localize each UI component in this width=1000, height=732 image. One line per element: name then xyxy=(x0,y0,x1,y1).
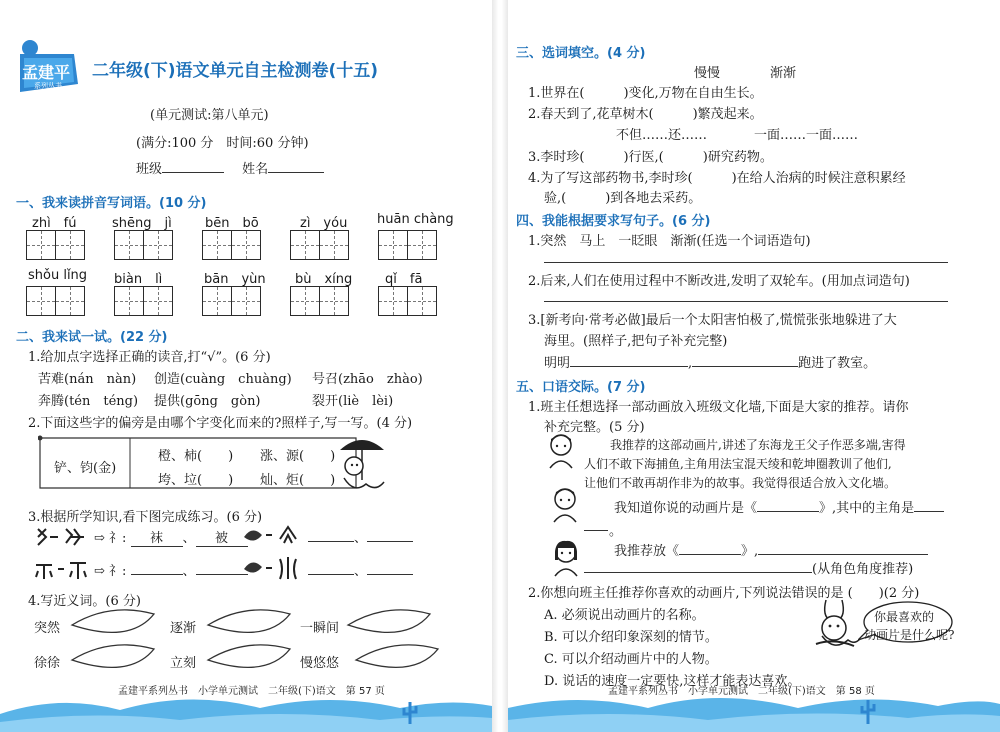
boy-umbrella-illustration xyxy=(332,432,392,496)
book-gutter xyxy=(492,0,508,732)
script-row2-right-blank-a[interactable] xyxy=(308,574,354,575)
fill-question-4-line2[interactable]: 验,( )到各地去采药。 xyxy=(544,191,702,206)
logo-text: 孟建平 xyxy=(22,63,71,82)
word-choice-4: 一面……一面…… xyxy=(754,128,859,143)
writing-grid-4[interactable] xyxy=(290,230,349,260)
recommend-cartoon-blank[interactable] xyxy=(679,554,741,555)
oral-question-2[interactable]: 2.你想向班主任推荐你喜欢的动画片,下列说法错误的是 ( )(2 分) xyxy=(528,586,920,601)
recommendation-2-start: 我知道你说的动画片是《 xyxy=(614,501,758,516)
pinyin-7: biàn lì xyxy=(114,272,163,287)
writing-grid-1[interactable] xyxy=(26,230,85,260)
sentence-fill-comma: , xyxy=(688,356,693,371)
fill-question-1[interactable]: 1.世界在( )变化,万物在自由生长。 xyxy=(528,86,763,101)
main-character-blank-a[interactable] xyxy=(914,511,944,512)
option-d[interactable]: D. 说话的速度一定要快,这样才能表达喜欢。 xyxy=(544,674,801,689)
reading-choice-1[interactable]: 苦难(nán nàn) xyxy=(38,372,137,387)
question-2-4: 4.写近义词。(6 分) xyxy=(28,594,141,609)
recommendation-2-mid: 》,其中的主角是 xyxy=(819,501,915,516)
sentence-fill-blank-2[interactable] xyxy=(692,366,798,367)
ancient-script-picture-icon xyxy=(242,523,306,547)
script-row2-prefix: ⇨ 礻: xyxy=(94,564,127,579)
synonym-word-2: 逐渐 xyxy=(170,621,197,636)
recommendation-1-line3: 让他们不敢再胡作非为的故事。我觉得很适合放入文化墙。 xyxy=(584,476,897,490)
pinyin-8: bān yùn xyxy=(204,272,266,287)
name-field[interactable] xyxy=(268,172,324,173)
ancient-script-altar-icon xyxy=(34,557,90,581)
pinyin-2: shēng jì xyxy=(112,216,172,231)
script-row2-right-line: 、 xyxy=(308,560,413,579)
radical-item-3[interactable]: 垮、垃( ) xyxy=(158,473,234,488)
period-mark: 。 xyxy=(609,524,623,539)
sentence-fill-start: 明明 xyxy=(544,356,571,371)
class-label: 班级 xyxy=(136,162,163,177)
writing-grid-9[interactable] xyxy=(290,286,349,316)
left-footer-text: 孟建平系列丛书 小学单元测试 二年级(下)语文 第 57 页 xyxy=(118,686,385,697)
synonym-word-3: 一瞬间 xyxy=(300,621,340,636)
script-row1-right-line: 、 xyxy=(308,527,413,546)
class-name-line xyxy=(136,158,324,177)
script-row1-answer-a[interactable]: 袜 xyxy=(131,527,183,547)
sentence-question-3-line2: 海里。(照样子,把句子补充完整) xyxy=(544,334,728,349)
pinyin-6: shǒu lǐng xyxy=(28,268,88,283)
bubble-text-line2: 动画片是什么呢? xyxy=(864,628,955,642)
writing-grid-2[interactable] xyxy=(114,230,173,260)
reading-choice-6[interactable]: 裂开(liè lèi) xyxy=(312,394,394,409)
sentence-question-3-line1: 3.[新考向·常考必做]最后一个太阳害怕极了,慌慌张张地躲进了大 xyxy=(528,313,897,328)
cartoon-name-blank[interactable] xyxy=(757,511,819,512)
class-field[interactable] xyxy=(162,172,224,173)
ancient-script-clothing-icon xyxy=(34,525,90,547)
sentence-answer-line-1[interactable] xyxy=(544,262,948,263)
question-2-2: 2.下面这些字的偏旁是由哪个字变化而来的?照样子,写一写。(4 分) xyxy=(28,416,413,431)
writing-grid-10[interactable] xyxy=(378,286,437,316)
writing-grid-5[interactable] xyxy=(378,230,437,260)
student-avatar-1 xyxy=(546,432,576,470)
right-footer-text: 孟建平系列丛书 小学单元测试 二年级(下)语文 第 58 页 xyxy=(608,686,875,697)
script-row1-right-blank-b[interactable] xyxy=(367,541,413,542)
oral-question-1-line1: 1.班主任想选择一部动画放入班级文化墙,下面是大家的推荐。请你 xyxy=(528,400,909,415)
option-a[interactable]: A. 必须说出动画片的名称。 xyxy=(544,608,705,623)
pinyin-10: qǐ fā xyxy=(385,272,423,287)
question-2-3: 3.根据所学知识,看下图完成练习。(6 分) xyxy=(28,510,263,525)
main-character-blank-b[interactable] xyxy=(584,530,608,531)
logo-subtext: 系列丛书 xyxy=(34,82,62,90)
script-row1-prefix: ⇨ 礻: xyxy=(94,531,127,546)
script-row1-right-blank-a[interactable] xyxy=(308,541,354,542)
page-title: 二年级(下)语文单元自主检测卷(十五) xyxy=(92,61,379,81)
word-choice-2: 渐渐 xyxy=(770,66,797,81)
reading-choice-2[interactable]: 创造(cuàng chuàng) xyxy=(154,372,292,387)
section-4-heading: 四、我能根据要求写句子。(6 分) xyxy=(516,214,711,229)
sentence-question-1: 1.突然 马上 一眨眼 渐渐(任选一个词语造句) xyxy=(528,234,811,249)
script-row2-blank-b[interactable] xyxy=(196,574,248,575)
radical-item-2[interactable]: 涨、源( ) xyxy=(260,449,336,464)
sentence-fill-end: 跑进了教室。 xyxy=(798,356,877,371)
sentence-question-2: 2.后来,人们在使用过程中不断改进,发明了双轮车。(用加点词造句) xyxy=(528,274,910,289)
recommendation-3-hint: (从角色角度推荐) xyxy=(812,562,914,577)
fill-question-3[interactable]: 3.李时珍( )行医,( )研究药物。 xyxy=(528,150,773,165)
sentence-answer-line-2[interactable] xyxy=(544,301,948,302)
recommendation-3-line xyxy=(614,540,928,559)
writing-grid-8[interactable] xyxy=(202,286,261,316)
synonym-leaf-1[interactable] xyxy=(70,608,156,642)
writing-grid-7[interactable] xyxy=(114,286,173,316)
synonym-word-6: 慢悠悠 xyxy=(300,656,340,671)
script-row2-line: ⇨ 礻: 、 xyxy=(94,560,248,579)
reading-choice-5[interactable]: 提供(gōng gòn) xyxy=(154,394,261,409)
synonym-leaf-3[interactable] xyxy=(346,608,432,642)
reading-choice-4[interactable]: 奔腾(tén téng) xyxy=(38,394,139,409)
recommendation-3-line2 xyxy=(584,558,913,577)
option-b[interactable]: B. 可以介绍印象深刻的情节。 xyxy=(544,630,718,645)
ancient-script-water-icon xyxy=(242,555,306,581)
fill-question-4-line1[interactable]: 4.为了写这部药物书,李时珍( )在给人治病的时候注意积累经 xyxy=(528,171,906,186)
script-row2-blank-a[interactable] xyxy=(131,574,183,575)
synonym-word-4: 徐徐 xyxy=(34,656,61,671)
recommend-reason-blank-a[interactable] xyxy=(758,554,928,555)
question-2-1: 1.给加点字选择正确的读音,打“√”。(6 分) xyxy=(28,350,271,365)
pinyin-3: bēn bō xyxy=(205,216,259,231)
synonym-leaf-2[interactable] xyxy=(206,608,292,642)
synonym-word-1: 突然 xyxy=(34,621,61,636)
section-3-heading: 三、选词填空。(4 分) xyxy=(516,46,646,61)
recommendation-3-mid: 》, xyxy=(741,544,759,559)
synonym-leaf-6[interactable] xyxy=(354,643,440,677)
sentence-fill-blank-1[interactable] xyxy=(570,366,688,367)
radical-example: 铲、钧(金) xyxy=(54,461,117,476)
radical-item-1[interactable]: 橙、柿( ) xyxy=(158,449,234,464)
fill-question-2[interactable]: 2.春天到了,花草树木( )繁茂起来。 xyxy=(528,107,763,122)
reading-choice-3[interactable]: 号召(zhāo zhào) xyxy=(312,372,423,387)
name-label: 姓名 xyxy=(242,162,269,177)
recommendation-1-line1: 我推荐的这部动画片,讲述了东海龙王父子作恶多端,害得 xyxy=(610,438,906,452)
bubble-text-line1: 你最喜欢的 xyxy=(874,610,935,624)
script-row1-line: ⇨ 礻: 袜 、 被 xyxy=(94,527,248,547)
pinyin-5: huān chàng xyxy=(377,212,454,227)
writing-grid-6[interactable] xyxy=(26,286,85,316)
recommendation-1-line2: 人们不敢下海捕鱼,主角用法宝混天绫和乾坤圈教训了他们, xyxy=(584,457,892,471)
recommendation-2-line xyxy=(614,497,944,516)
writing-grid-3[interactable] xyxy=(202,230,261,260)
section-2-heading: 二、我来试一试。(22 分) xyxy=(16,330,168,345)
publisher-logo xyxy=(12,34,82,104)
section-5-heading: 五、口语交际。(7 分) xyxy=(516,380,646,395)
script-row1-answer-b[interactable]: 被 xyxy=(196,527,248,547)
recommend-reason-blank-b[interactable] xyxy=(584,572,812,573)
word-choice-3: 不但……还…… xyxy=(616,128,708,143)
student-avatar-3 xyxy=(550,538,582,578)
pinyin-4: zì yóu xyxy=(300,216,348,231)
recommendation-3-start: 我推荐放《 xyxy=(614,544,680,559)
oral-question-1-line2: 补充完整。(5 分) xyxy=(544,420,645,435)
unit-subtitle: (单元测试:第八单元) xyxy=(150,108,269,123)
synonym-word-5: 立刻 xyxy=(170,656,197,671)
synonym-leaf-5[interactable] xyxy=(206,643,292,677)
script-row2-right-blank-b[interactable] xyxy=(367,574,413,575)
pinyin-9: bù xíng xyxy=(295,272,353,287)
pinyin-1: zhì fú xyxy=(32,216,77,231)
right-page xyxy=(508,0,1000,732)
score-time: (满分:100 分 时间:60 分钟) xyxy=(136,136,309,151)
left-page xyxy=(0,0,492,732)
word-choice-1: 慢慢 xyxy=(694,66,721,81)
synonym-leaf-4[interactable] xyxy=(70,643,156,677)
section-1-heading: 一、我来读拼音写词语。(10 分) xyxy=(16,196,207,211)
student-avatar-2 xyxy=(550,486,580,524)
radical-item-4[interactable]: 灿、炬( ) xyxy=(260,473,336,488)
sentence-question-3-fill xyxy=(544,352,876,371)
option-c[interactable]: C. 可以介绍动画片中的人物。 xyxy=(544,652,718,667)
